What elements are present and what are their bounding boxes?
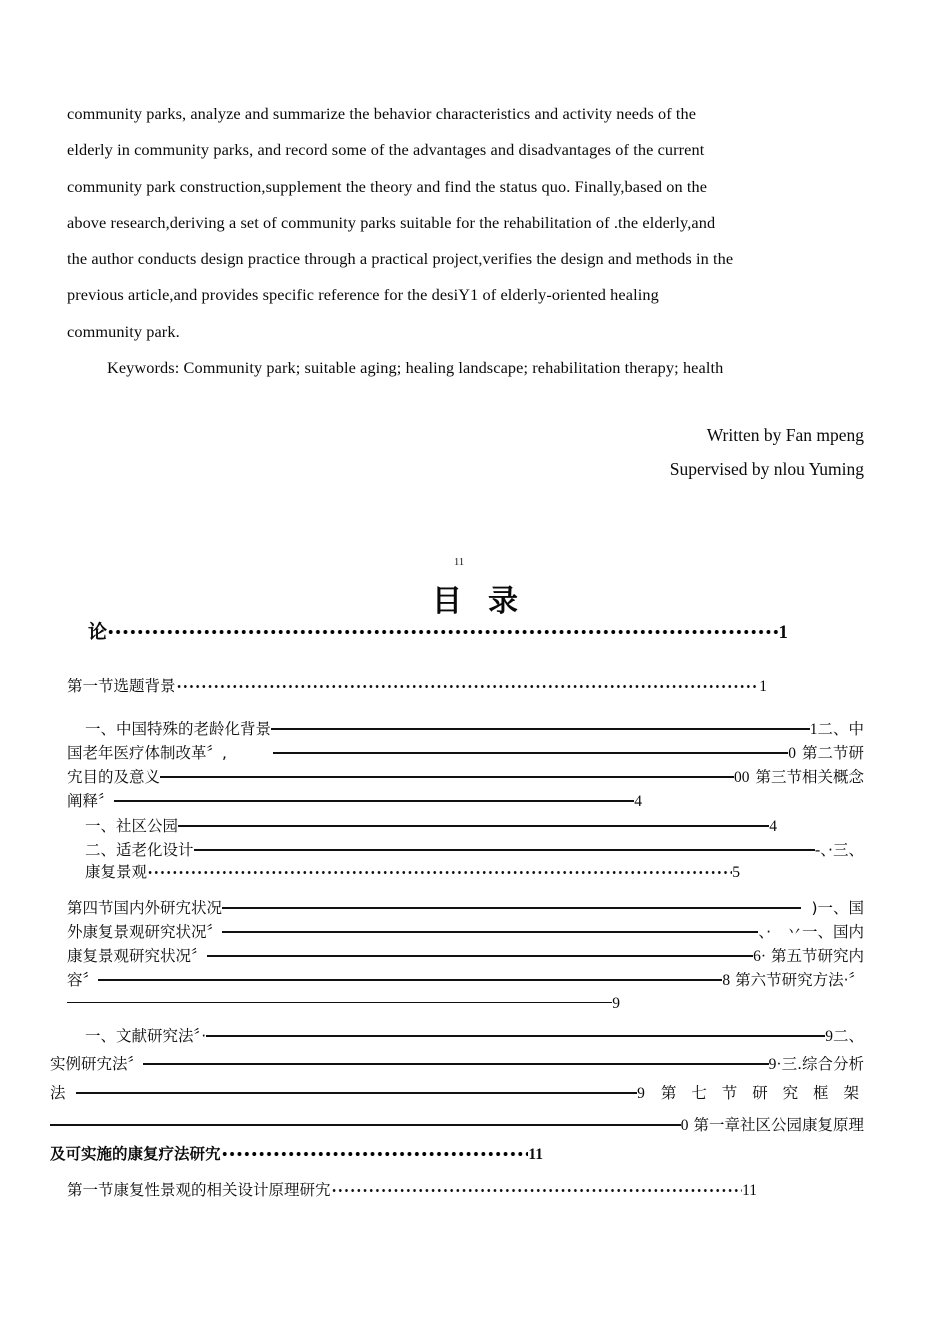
toc-entry-page: 9 [637,1085,645,1102]
toc-entry-label: 二、适老化设计 [85,841,194,859]
toc-entry-wrap-tail: 第 七 节 研 究 框 架 [660,1084,864,1102]
toc-entry-wrap-tail: 第一章社区公园康复原理 [693,1116,864,1134]
toc-entry-page: 11 [742,1182,757,1199]
toc-entry-wrap-tail: 三.综合分析 [781,1055,864,1073]
toc-entry-community-park[interactable] [67,814,777,836]
toc-entry-page: 0 [788,745,796,762]
toc-entry-wrap-tail: 第三节相关概念 [755,768,864,786]
toc-entry-aging-design[interactable] [67,838,864,860]
rule-leader [273,743,788,759]
toc-entry-label: 法 [50,1084,66,1102]
toc-entry-page: 6· [753,948,766,965]
toc-entry-wrap-tail: 二、 [832,1027,864,1045]
toc-entry-label: 康复景观研究状况〞 [67,947,207,965]
keywords-line: Keywords: Community park; suitable aging; healing landscape; rehabilitation therapy; health [107,358,724,378]
toc-entry-section-healing-principles[interactable] [67,1178,757,1200]
toc-entry-label: 第一节选题背景 [67,677,176,695]
toc-entry-wrap-tail: 二、中 [817,720,864,738]
toc-entry-domestic-status[interactable] [67,944,864,966]
toc-entry-chapter1-wrap[interactable] [50,1113,864,1135]
toc-entry-page: 0 [680,1117,689,1134]
rule-leader [98,970,722,986]
toc-entry-label: 实例研宄法〞 [50,1055,144,1073]
rule-leader [67,992,612,1008]
toc-entry-healing-landscape[interactable] [67,860,740,882]
toc-entry-wrap-tail: 第五节研究内 [770,947,864,965]
toc-entry-label: 一、文献研究法〞· [85,1027,207,1045]
toc-entry-research-method-page[interactable] [67,992,620,1013]
toc-entry-wrap-tail: 、· 丷一、国内 [758,923,864,941]
toc-entry-label: 外康复景观研究状况〞 [67,923,223,941]
abstract-line: elderly in community parks, and record some of the advantages and disadvantages of the current [67,140,705,160]
toc-entry-research-content[interactable] [67,968,864,990]
toc-entry-literature-method[interactable] [67,1024,864,1046]
abstract-line: community park construction,supplement the theory and find the status quo. Finally,based on the [67,176,708,196]
dot-leader [221,1144,529,1160]
dot-leader [147,862,732,878]
rule-leader [114,791,635,807]
toc-entry-research-status[interactable] [67,896,864,918]
dot-leader [107,619,778,638]
toc-entry-page: 00 [733,769,750,786]
rule-leader [178,816,769,832]
rule-leader [271,719,810,735]
toc-entry-label: 宄目的及意义 [67,768,161,786]
toc-entry-label: 一、中国特殊的老龄化背景 [85,720,272,738]
toc-entry-page: 4 [769,818,777,835]
supervised-by: Supervised by nlou Yuming [669,458,864,479]
page-title [0,576,950,620]
toc-entry-page: 8 [722,972,731,989]
rule-leader [222,898,801,914]
abstract-line: the author conducts design practice through a practical project,verifies the design and methods in the [67,249,734,269]
toc-entry-case-method[interactable] [50,1052,864,1074]
toc-entry-page: 4 [634,793,642,810]
toc-entry-label: 阐释〞 [67,792,114,810]
toc-entry-aging-background[interactable] [67,717,864,739]
toc-entry-preface[interactable] [88,617,788,644]
toc-entry-wrap-tail: )一、国 [811,899,864,917]
rule-leader [206,1026,825,1042]
toc-entry-medical-reform[interactable] [67,741,864,763]
toc-entry-page: 9 [612,994,620,1012]
dot-leader [331,1180,743,1196]
signature-block [0,419,864,486]
abstract-line: community park. [67,321,180,341]
toc-entry-page: 1 [809,721,818,738]
toc-entry-overseas-status[interactable] [67,920,864,942]
abstract-paragraph [67,96,864,386]
toc-entry-label: 论 [88,621,108,643]
toc-entry-label: 一、社区公园 [85,817,179,835]
toc-entry-label: 及可实施的康复疗法研宄 [50,1145,221,1163]
rule-leader [76,1083,638,1099]
toc-entry-page: 9 [825,1028,833,1045]
toc-entry-label: 容〞 [67,971,99,989]
toc-entry-page: 1 [778,622,788,643]
toc-title-left: 目 [432,584,462,619]
dot-leader [176,676,760,692]
toc-title-right: 录 [488,584,518,619]
rule-leader [194,840,815,856]
rule-leader [160,767,734,783]
toc-superscript: 11 [454,557,465,568]
rule-leader [207,946,754,962]
toc-entry-label: 康复景观 [85,863,148,881]
toc-entry-concept-explain[interactable] [67,789,642,811]
toc-entry-wrap-tail: 第二节研 [801,744,864,762]
abstract-line: above research,deriving a set of community parks suitable for the rehabilitation of .the elderly,and [67,212,716,232]
toc-entry-page: 11 [528,1146,543,1163]
toc-entry-wrap-tail: -、·三、 [814,841,864,859]
toc-entry-comprehensive-method[interactable] [50,1081,864,1103]
rule-leader [50,1115,681,1131]
toc-entry-page: 9· [768,1056,782,1073]
toc-entry-label: 第一节康复性景观的相关设计原理研宄 [67,1181,331,1199]
toc-entry-chapter1-therapy[interactable] [50,1142,543,1164]
toc-entry-purpose-meaning[interactable] [67,765,864,787]
abstract-line: previous article,and provides specific reference for the desiY1 of elderly-oriented healing [67,285,659,305]
toc-entry-section-1[interactable] [67,674,767,696]
abstract-line: community parks, analyze and summarize the behavior characteristics and activity needs of the [67,104,697,123]
rule-leader [222,922,758,938]
toc-entry-label: 国老年医疗体制改革〞, [67,744,227,762]
toc-entry-page: 5 [732,864,740,881]
toc-entry-page: 1 [759,678,767,695]
toc-entry-wrap-tail: 第六节研究方法·〞 [735,971,864,989]
rule-leader [143,1054,769,1070]
written-by: Written by Fan mpeng [706,425,864,445]
toc-entry-label: 第四节国内外研宄状况 [67,899,223,917]
